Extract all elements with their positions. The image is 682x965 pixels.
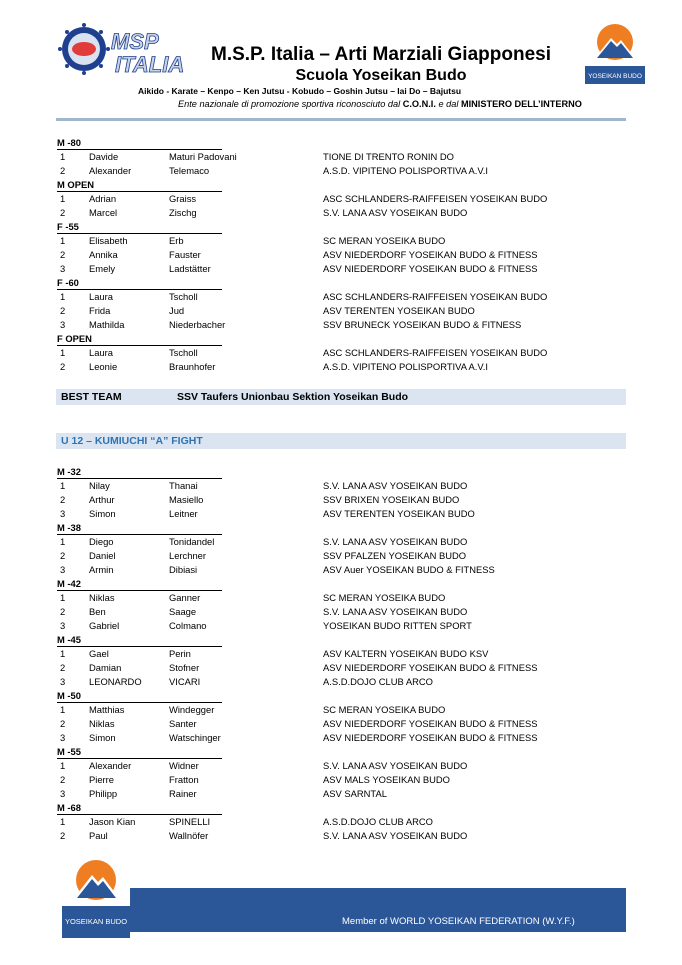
rank: 3 <box>60 508 66 519</box>
rank: 1 <box>60 235 66 246</box>
rank: 2 <box>60 494 66 505</box>
page-title: M.S.P. Italia – Arti Marziali Giapponesi <box>211 44 551 65</box>
last-name: Erb <box>169 235 184 246</box>
category-header: M -45 <box>57 634 222 647</box>
result-row <box>0 704 682 716</box>
club-name: S.V. LANA ASV YOSEIKAN BUDO <box>323 606 468 617</box>
rank: 1 <box>60 592 66 603</box>
rank: 2 <box>60 830 66 841</box>
club-name: S.V. LANA ASV YOSEIKAN BUDO <box>323 480 468 491</box>
result-row <box>0 263 682 275</box>
best-team-band <box>56 389 626 405</box>
club-name: ASV NIEDERDORF YOSEIKAN BUDO & FITNESS <box>323 732 538 743</box>
first-name: Jason Kian <box>89 816 136 827</box>
first-name: LEONARDO <box>89 676 142 687</box>
club-name: SC MERAN YOSEIKA BUDO <box>323 592 446 603</box>
category-header: M OPEN <box>57 179 222 192</box>
result-row <box>0 480 682 492</box>
club-name: ASV NIEDERDORF YOSEIKAN BUDO & FITNESS <box>323 249 538 260</box>
first-name: Gabriel <box>89 620 120 631</box>
last-name: Watschinger <box>169 732 221 743</box>
first-name: Nilay <box>89 480 110 491</box>
first-name: Matthias <box>89 704 125 715</box>
result-row <box>0 151 682 163</box>
result-row <box>0 788 682 800</box>
result-row <box>0 207 682 219</box>
result-row <box>0 291 682 303</box>
last-name: Telemaco <box>169 165 210 176</box>
rank: 2 <box>60 774 66 785</box>
svg-text:MSP: MSP <box>111 29 159 54</box>
result-row <box>0 662 682 674</box>
header-rule <box>56 118 626 121</box>
result-row <box>0 760 682 772</box>
club-name: ASV NIEDERDORF YOSEIKAN BUDO & FITNESS <box>323 263 538 274</box>
last-name: Tscholl <box>169 291 198 302</box>
first-name: Frida <box>89 305 111 316</box>
result-row <box>0 235 682 247</box>
first-name: Marcel <box>89 207 118 218</box>
last-name: Niederbacher <box>169 319 226 330</box>
rank: 1 <box>60 648 66 659</box>
first-name: Niklas <box>89 592 115 603</box>
rank: 2 <box>60 718 66 729</box>
category-header: M -42 <box>57 578 222 591</box>
rank: 2 <box>60 606 66 617</box>
ente-line: Ente nazionale di promozione sportiva riconosciuto dal C.O.N.I. e dal MINISTERO DELL’INTERNO <box>178 99 582 109</box>
section-title: U 12 – KUMIUCHI “A” FIGHT <box>61 435 203 447</box>
result-row <box>0 305 682 317</box>
club-name: ASV NIEDERDORF YOSEIKAN BUDO & FITNESS <box>323 662 538 673</box>
section-title-band <box>56 433 626 449</box>
svg-text:YOSEIKAN BUDO: YOSEIKAN BUDO <box>64 917 128 926</box>
first-name: Laura <box>89 291 113 302</box>
rank: 2 <box>60 207 66 218</box>
last-name: VICARI <box>169 676 201 687</box>
first-name: Niklas <box>89 718 115 729</box>
last-name: Tscholl <box>169 347 198 358</box>
first-name: Davide <box>89 151 119 162</box>
first-name: Arthur <box>89 494 115 505</box>
rank: 2 <box>60 165 66 176</box>
last-name: Santer <box>169 718 197 729</box>
category-header: F -60 <box>57 277 222 290</box>
club-name: SC MERAN YOSEIKA BUDO <box>323 704 446 715</box>
last-name: Stofner <box>169 662 200 673</box>
rank: 3 <box>60 564 66 575</box>
first-name: Paul <box>89 830 108 841</box>
club-name: SSV BRIXEN YOSEIKAN BUDO <box>323 494 460 505</box>
first-name: Simon <box>89 508 116 519</box>
result-row <box>0 732 682 744</box>
first-name: Alexander <box>89 165 132 176</box>
last-name: Rainer <box>169 788 197 799</box>
club-name: SSV PFALZEN YOSEIKAN BUDO <box>323 550 467 561</box>
rank: 1 <box>60 816 66 827</box>
club-name: TIONE DI TRENTO RONIN DO <box>323 151 454 162</box>
result-row <box>0 620 682 632</box>
page-subtitle: Scuola Yoseikan Budo <box>295 67 467 84</box>
last-name: Wallnöfer <box>169 830 209 841</box>
rank: 3 <box>60 319 66 330</box>
result-row <box>0 494 682 506</box>
first-name: Philipp <box>89 788 118 799</box>
rank: 2 <box>60 361 66 372</box>
last-name: Ladstätter <box>169 263 211 274</box>
category-header: M -32 <box>57 466 222 479</box>
club-name: S.V. LANA ASV YOSEIKAN BUDO <box>323 830 468 841</box>
result-row <box>0 564 682 576</box>
footer-yoseikan-logo <box>62 856 130 938</box>
result-row <box>0 249 682 261</box>
first-name: Alexander <box>89 760 132 771</box>
category-header: M -38 <box>57 522 222 535</box>
last-name: Tonidandel <box>169 536 215 547</box>
first-name: Leonie <box>89 361 118 372</box>
club-name: A.S.D.DOJO CLUB ARCO <box>323 676 433 687</box>
rank: 2 <box>60 662 66 673</box>
first-name: Elisabeth <box>89 235 128 246</box>
result-row <box>0 361 682 373</box>
rank: 1 <box>60 347 66 358</box>
club-name: ASV TERENTEN YOSEIKAN BUDO <box>323 305 475 316</box>
category-header: F -55 <box>57 221 222 234</box>
result-row <box>0 347 682 359</box>
last-name: Fratton <box>169 774 199 785</box>
rank: 3 <box>60 620 66 631</box>
club-name: S.V. LANA ASV YOSEIKAN BUDO <box>323 207 468 218</box>
first-name: Armin <box>89 564 114 575</box>
rank: 1 <box>60 480 66 491</box>
result-row <box>0 592 682 604</box>
club-name: ASV SARNTAL <box>323 788 387 799</box>
result-row <box>0 718 682 730</box>
category-header: M -55 <box>57 746 222 759</box>
rank: 1 <box>60 760 66 771</box>
last-name: Lerchner <box>169 550 207 561</box>
result-row <box>0 165 682 177</box>
club-name: ASV KALTERN YOSEIKAN BUDO KSV <box>323 648 489 659</box>
rank: 3 <box>60 788 66 799</box>
last-name: Dibiasi <box>169 564 198 575</box>
club-name: S.V. LANA ASV YOSEIKAN BUDO <box>323 760 468 771</box>
club-name: SSV BRUNECK YOSEIKAN BUDO & FITNESS <box>323 319 522 330</box>
first-name: Mathilda <box>89 319 125 330</box>
last-name: Saage <box>169 606 197 617</box>
footer-text: Member of WORLD YOSEIKAN FEDERATION (W.Y.F.) <box>342 916 575 927</box>
first-name: Ben <box>89 606 106 617</box>
result-row <box>0 830 682 842</box>
club-name: ASC SCHLANDERS-RAIFFEISEN YOSEIKAN BUDO <box>323 347 548 358</box>
first-name: Damian <box>89 662 122 673</box>
club-name: YOSEIKAN BUDO RITTEN SPORT <box>323 620 472 631</box>
first-name: Laura <box>89 347 113 358</box>
best-team-value: SSV Taufers Unionbau Sektion Yoseikan Budo <box>177 391 409 403</box>
result-row <box>0 550 682 562</box>
rank: 3 <box>60 263 66 274</box>
last-name: Braunhofer <box>169 361 216 372</box>
result-row <box>0 774 682 786</box>
last-name: Jud <box>169 305 185 316</box>
result-row <box>0 193 682 205</box>
club-name: S.V. LANA ASV YOSEIKAN BUDO <box>323 536 468 547</box>
club-name: ASC SCHLANDERS-RAIFFEISEN YOSEIKAN BUDO <box>323 193 548 204</box>
result-row <box>0 648 682 660</box>
last-name: Masiello <box>169 494 204 505</box>
first-name: Pierre <box>89 774 115 785</box>
result-row <box>0 536 682 548</box>
result-row <box>0 816 682 828</box>
rank: 1 <box>60 536 66 547</box>
last-name: Windegger <box>169 704 215 715</box>
club-name: ASV MALS YOSEIKAN BUDO <box>323 774 450 785</box>
club-name: A.S.D. VIPITENO POLISPORTIVA A.V.I <box>323 165 488 176</box>
last-name: Graiss <box>169 193 197 204</box>
rank: 3 <box>60 676 66 687</box>
last-name: SPINELLI <box>169 816 211 827</box>
rank: 2 <box>60 305 66 316</box>
last-name: Colmano <box>169 620 207 631</box>
rank: 2 <box>60 249 66 260</box>
result-row <box>0 676 682 688</box>
result-row <box>0 508 682 520</box>
last-name: Maturi Padovani <box>169 151 237 162</box>
first-name: Simon <box>89 732 116 743</box>
first-name: Annika <box>89 249 118 260</box>
club-name: SC MERAN YOSEIKA BUDO <box>323 235 446 246</box>
club-name: ASV NIEDERDORF YOSEIKAN BUDO & FITNESS <box>323 718 538 729</box>
first-name: Adrian <box>89 193 117 204</box>
first-name: Diego <box>89 536 114 547</box>
club-name: A.S.D.DOJO CLUB ARCO <box>323 816 433 827</box>
last-name: Leitner <box>169 508 198 519</box>
svg-text:ITALIA: ITALIA <box>115 52 185 77</box>
club-name: A.S.D. VIPITENO POLISPORTIVA A.V.I <box>323 361 488 372</box>
category-header: M -68 <box>57 802 222 815</box>
last-name: Fauster <box>169 249 201 260</box>
last-name: Perin <box>169 648 191 659</box>
rank: 1 <box>60 193 66 204</box>
first-name: Gael <box>89 648 109 659</box>
category-header: M -80 <box>57 137 222 150</box>
best-team-label: BEST TEAM <box>61 391 122 403</box>
rank: 2 <box>60 550 66 561</box>
rank: 1 <box>60 704 66 715</box>
rank: 3 <box>60 732 66 743</box>
disciplines-line: Aikido - Karate – Kenpo – Ken Jutsu - Kobudo – Goshin Jutsu – Iai Do – Bajutsu <box>138 86 462 96</box>
result-row <box>0 319 682 331</box>
last-name: Zischg <box>169 207 197 218</box>
rank: 1 <box>60 151 66 162</box>
last-name: Widner <box>169 760 199 771</box>
rank: 1 <box>60 291 66 302</box>
category-header: F OPEN <box>57 333 222 346</box>
first-name: Daniel <box>89 550 116 561</box>
club-name: ASV TERENTEN YOSEIKAN BUDO <box>323 508 475 519</box>
club-name: ASC SCHLANDERS-RAIFFEISEN YOSEIKAN BUDO <box>323 291 548 302</box>
first-name: Emely <box>89 263 116 274</box>
category-header: M -50 <box>57 690 222 703</box>
result-row <box>0 606 682 618</box>
svg-text:YOSEIKAN BUDO: YOSEIKAN BUDO <box>588 73 642 80</box>
last-name: Thanai <box>169 480 198 491</box>
last-name: Ganner <box>169 592 201 603</box>
club-name: ASV Auer YOSEIKAN BUDO & FITNESS <box>323 564 495 575</box>
